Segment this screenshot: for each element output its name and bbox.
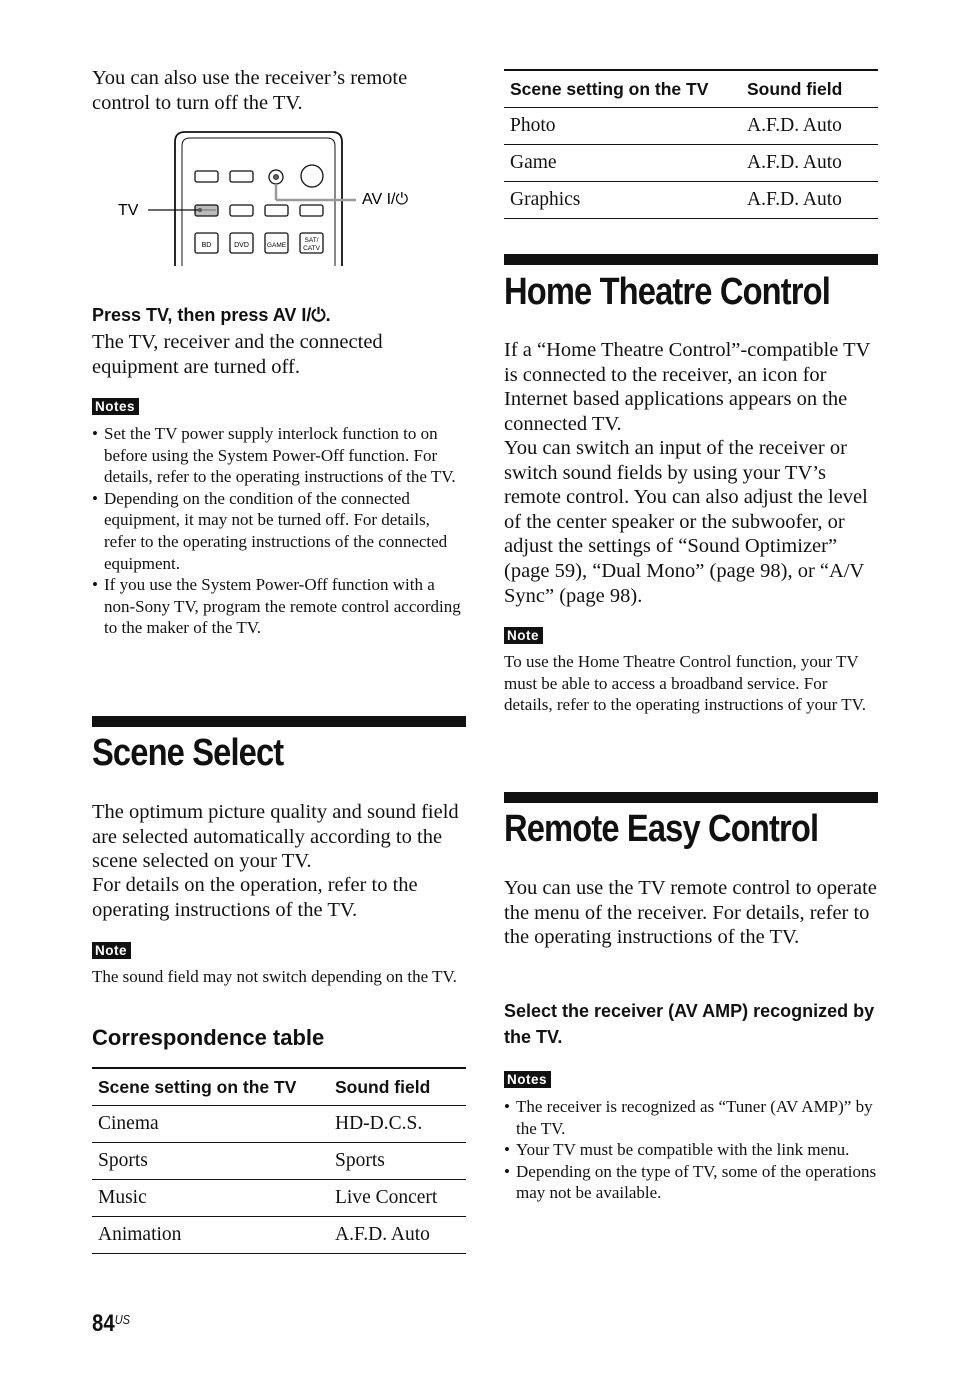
- tv-callout-label: TV: [118, 202, 139, 219]
- page-number-value: 84: [92, 1310, 115, 1337]
- scene-note-text: The sound field may not switch depending on the TV.: [92, 967, 457, 986]
- list-item: • Your TV must be compatible with the link menu.: [504, 1139, 878, 1161]
- table-cell: A.F.D. Auto: [741, 108, 878, 145]
- table-cell: Music: [92, 1180, 329, 1217]
- table-row: [504, 145, 878, 182]
- list-item: • If you use the System Power-Off function with a non-Sony TV, program the remote control according to the maker of the TV.: [92, 574, 466, 639]
- remote-key: [195, 171, 218, 182]
- scene-body-2: For details on the operation, refer to the operating instructions of the TV.: [92, 874, 418, 921]
- catv-key-label: CATV: [303, 245, 320, 252]
- page-number: [92, 1310, 130, 1338]
- htc-note-text: To use the Home Theatre Control function, your TV must be able to access a broadband service. For details, refer to the operating instructions of your TV.: [504, 652, 866, 715]
- column-header-sound-field: Sound field: [329, 1068, 466, 1106]
- table-cell: Sports: [329, 1143, 466, 1180]
- dvd-key-label: DVD: [234, 242, 249, 249]
- list-item: • The receiver is recognized as “Tuner (AV AMP)” by the TV.: [504, 1096, 878, 1139]
- scene-body-1: The optimum picture quality and sound field are selected automatically according to the scene selected on your TV.: [92, 801, 459, 873]
- rec-body: You can use the TV remote control to operate the menu of the receiver. For details, refer to the operating instructions of the TV.: [504, 877, 877, 949]
- note-badge: Note: [92, 942, 131, 959]
- table-cell: Photo: [504, 108, 741, 145]
- av-callout-label: AV I/⏻: [362, 191, 409, 208]
- table-row: [92, 1106, 466, 1143]
- table-row: [504, 108, 878, 145]
- table-header-row: [92, 1068, 466, 1106]
- table-cell: Graphics: [504, 182, 741, 219]
- sat-key-label: SAT/: [304, 237, 319, 244]
- remote-key: [265, 205, 288, 216]
- table-cell: Cinema: [92, 1106, 329, 1143]
- section-divider: [504, 254, 878, 265]
- remote-illustration: [112, 128, 452, 268]
- table-row: [92, 1180, 466, 1217]
- table-cell: A.F.D. Auto: [741, 145, 878, 182]
- notes-badge: Notes: [92, 398, 139, 415]
- table-cell: A.F.D. Auto: [741, 182, 878, 219]
- home-theatre-control-title: Home Theatre Control: [504, 271, 830, 313]
- press-body: The TV, receiver and the connected equipment are turned off.: [92, 331, 383, 378]
- list-item: • Set the TV power supply interlock function to on before using the System Power-Off function. For details, refer to the operating instructions of the TV.: [92, 423, 466, 488]
- table-cell: Live Concert: [329, 1180, 466, 1217]
- list-item: • Depending on the condition of the connected equipment, it may not be turned off. For details, refer to the operating instructions of the connected equipment.: [92, 488, 466, 574]
- table-cell: A.F.D. Auto: [329, 1217, 466, 1254]
- correspondence-table: [92, 1067, 466, 1254]
- bd-key-label: BD: [201, 242, 212, 249]
- notes-badge: Notes: [504, 1071, 551, 1088]
- remote-easy-control-title: Remote Easy Control: [504, 808, 819, 850]
- table-row: [504, 182, 878, 219]
- table-header-row: [504, 70, 878, 108]
- table-cell: Sports: [92, 1143, 329, 1180]
- remote-key: [300, 205, 323, 216]
- remote-key: [230, 171, 253, 182]
- scene-select-title: Scene Select: [92, 732, 284, 774]
- table-row: [92, 1217, 466, 1254]
- remote-key: [230, 205, 253, 216]
- column-header-scene: Scene setting on the TV: [504, 70, 741, 108]
- table-row: [92, 1143, 466, 1180]
- section-divider: [504, 792, 878, 803]
- rec-notes-list: [504, 1096, 878, 1204]
- htc-body-2: You can switch an input of the receiver or switch sound fields by using your TV’s remote control. You can also adjust the level of the center speaker or the subwoofer, or adjust the settings of “Sound Optimizer” (page 59), “Dual Mono” (page 98), or “A/V Sync” (page 98).: [504, 437, 868, 607]
- correspondence-table-continued: [504, 69, 878, 219]
- rec-select-heading: Select the receiver (AV AMP) recognized by the TV.: [504, 1001, 875, 1047]
- table-cell: HD-D.C.S.: [329, 1106, 466, 1143]
- intro-text: You can also use the receiver’s remote control to turn off the TV.: [92, 67, 408, 114]
- list-item: • Depending on the type of TV, some of the operations may not be available.: [504, 1161, 878, 1204]
- column-header-scene: Scene setting on the TV: [92, 1068, 329, 1106]
- note-badge: Note: [504, 627, 543, 644]
- htc-body-1: If a “Home Theatre Control”-compatible TV is connected to the receiver, an icon for Internet based applications appears on the connected TV.: [504, 339, 871, 435]
- press-heading: Press TV, then press AV I/⏻.: [92, 305, 331, 325]
- column-header-sound-field: Sound field: [741, 70, 878, 108]
- table-cell: Animation: [92, 1217, 329, 1254]
- table-cell: Game: [504, 145, 741, 182]
- game-key-label: GAME: [266, 242, 287, 249]
- section-divider: [92, 716, 466, 727]
- correspondence-heading: Correspondence table: [92, 1025, 325, 1050]
- power-key: [301, 165, 323, 187]
- page-region-label: US: [114, 1312, 131, 1327]
- notes-list: [92, 423, 466, 639]
